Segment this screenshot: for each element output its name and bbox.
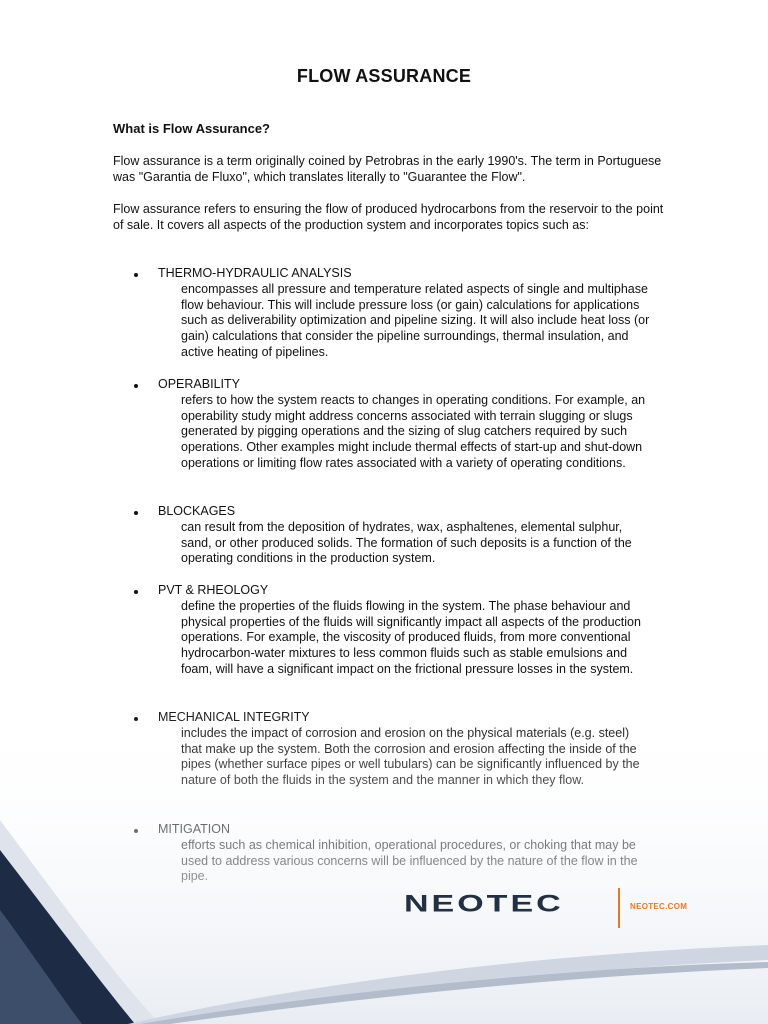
logo-wordmark: NEOTEC [404, 890, 564, 918]
logo-divider [618, 888, 620, 928]
section-heading: What is Flow Assurance? [113, 121, 270, 136]
footer-swoosh-graphic [0, 700, 768, 1024]
bullet-icon [134, 511, 138, 515]
bullet-icon [134, 273, 138, 277]
topic-title: BLOCKAGES [158, 504, 236, 518]
intro-paragraph: Flow assurance is a term originally coined by Petrobras in the early 1990's. The term in Portuguese was "Garantia de Fluxo", which translates literally to "Guarantee the Flow". [113, 154, 662, 184]
topic-description: can result from the deposition of hydrates, wax, asphaltenes, elemental sulphur, sand, or other produced solids. The formation of such deposits is a function of the operating conditions in the production system. [181, 519, 632, 566]
bullet-icon [134, 384, 138, 388]
topic-description: define the properties of the fluids flowing in the system. The phase behaviour and physical properties of the fluids will significantly impact all aspects of the production operations. For example, the viscosity of produced fluids, from more conventional hydrocarbon-water mixtures to less common fluids such as stable emulsions and foam, will have a significant impact on the frictional pressure losses in the system. [181, 598, 641, 676]
neotec-logo [404, 888, 694, 932]
topic-description: encompasses all pressure and temperature related aspects of single and multiphase flow behaviour. This will include pressure loss (or gain) calculations for applications such as deliverability optimization and pipeline sizing. It will also include heat loss (or gain) calculations that consider the pipeline surroundings, thermal insulation, and active heating of pipelines. [181, 281, 650, 359]
logo-url-text: NEOTEC.COM [630, 902, 688, 911]
document-title: FLOW ASSURANCE [296, 66, 472, 86]
topic-description: refers to how the system reacts to changes in operating conditions. For example, an operability study might address concerns associated with terrain slugging or slugs generated by pigging operations and the sizing of slug catchers required by such operations. Other examples might include thermal effects of start-up and shut-down operations or limiting flow rates associated with a variety of operating conditions. [181, 392, 646, 470]
topic-title: OPERABILITY [158, 377, 240, 391]
scope-paragraph: Flow assurance refers to ensuring the flow of produced hydrocarbons from the reservoir to the point of sale. It covers all aspects of the production system and incorporates topics such as: [113, 202, 664, 232]
bullet-icon [134, 590, 138, 594]
topic-title: THERMO-HYDRAULIC ANALYSIS [158, 266, 352, 280]
topic-title: PVT & RHEOLOGY [158, 583, 269, 597]
